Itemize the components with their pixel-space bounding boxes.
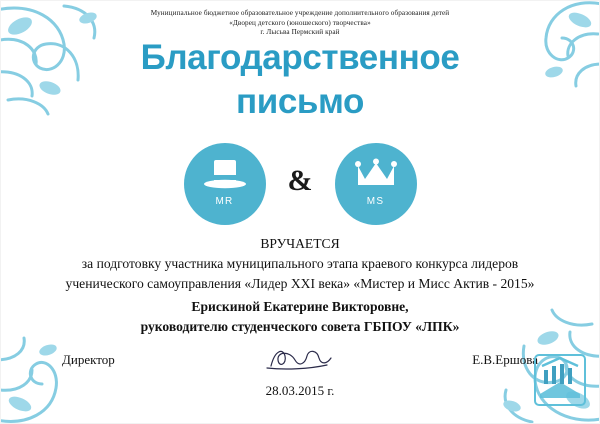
mr-emblem-caption: MR: [215, 196, 234, 207]
issue-date: 28.03.2015 г.: [265, 383, 335, 398]
award-body-text: [46, 234, 554, 294]
crown-icon: [353, 156, 399, 194]
organization-line-1: Муниципальное бюджетное образовательное учреждение дополнительного образования детей: [150, 9, 450, 17]
organization-header: [0, 9, 600, 38]
recipient-name: Ерискиной Екатерине Викторовне,: [191, 299, 409, 314]
ms-emblem-caption: MS: [366, 196, 385, 207]
ms-emblem: [335, 143, 417, 225]
signature-scribble-icon: [265, 346, 335, 372]
award-verb: ВРУЧАЕТСЯ: [260, 236, 340, 251]
page-title: [0, 38, 600, 122]
organization-line-3: г. Лысьва Пермский край: [260, 28, 340, 36]
recipient-position: руководителю студенческого совета ГБПОУ «ЛПК»: [140, 319, 460, 334]
top-hat-icon: [202, 156, 248, 194]
title-line-1: Благодарственное: [140, 38, 460, 77]
ampersand-separator: &: [287, 164, 313, 197]
award-reason-line-1: за подготовку участника муниципального этапа краевого конкурса лидеров: [81, 256, 519, 271]
organization-line-2: «Дворец детского (юношеского) творчества»: [229, 18, 371, 27]
award-reason-line-2: ученического самоуправления «Лидер XXI века» «Мистер и Мисс Актив - 2015»: [65, 276, 535, 291]
lpk-college-logo: [534, 354, 586, 406]
title-line-2: письмо: [235, 82, 365, 121]
recipient-block: [46, 297, 554, 337]
emblem-row: [0, 142, 600, 226]
signature-role-label: Директор: [62, 352, 115, 367]
signature-name: Е.В.Ершова: [472, 352, 538, 367]
mr-emblem: [184, 143, 266, 225]
